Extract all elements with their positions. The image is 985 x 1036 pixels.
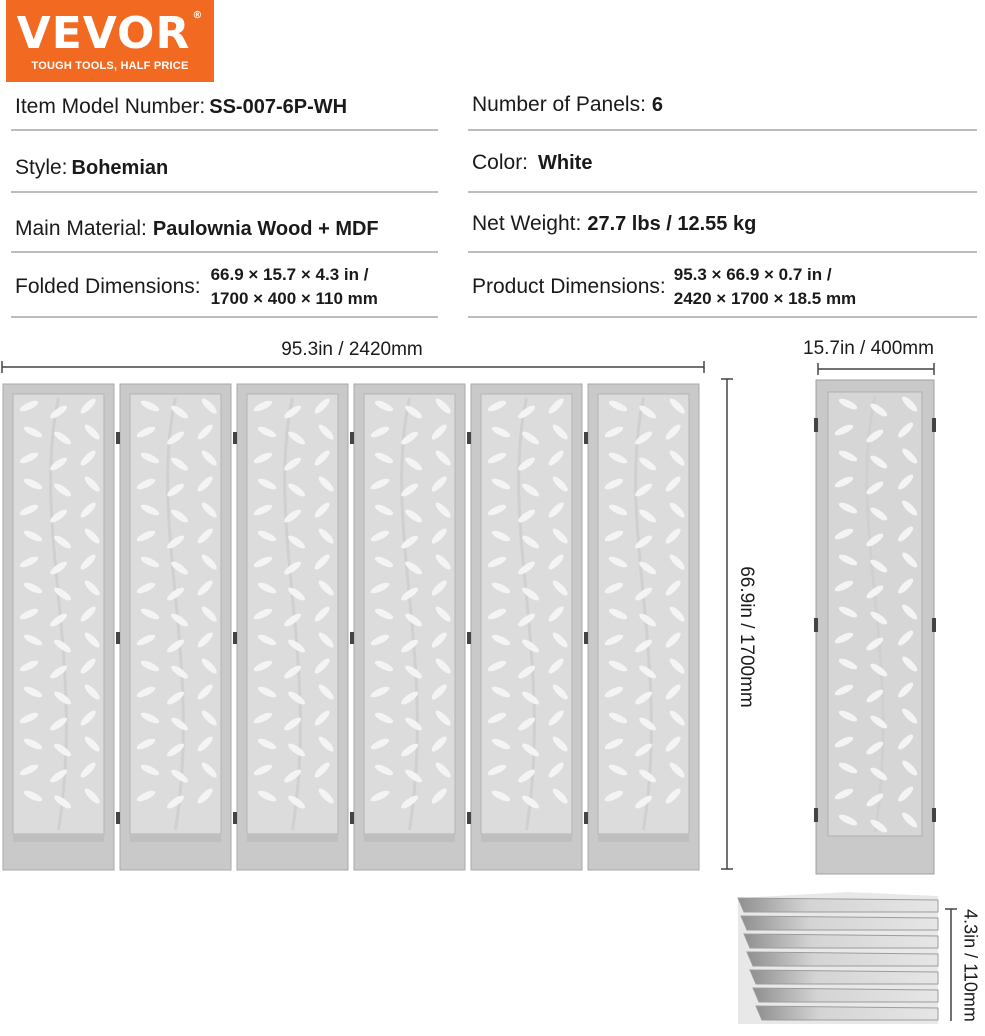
spec-model-value: SS-007-6P-WH xyxy=(209,95,348,118)
spec-product-label: Product Dimensions: xyxy=(472,275,666,298)
divider-panel xyxy=(233,384,348,870)
single-panel-image xyxy=(814,378,938,876)
spec-product-line1: 95.3 × 66.9 × 0.7 in / xyxy=(673,265,832,284)
registered-mark: ® xyxy=(192,10,204,21)
room-divider-six-panels-image xyxy=(0,382,708,872)
thickness-dimension-line xyxy=(944,907,958,1023)
spec-weight-label: Net Weight: xyxy=(472,212,582,235)
spec-folded-line2: 1700 × 400 × 110 mm xyxy=(210,289,378,308)
spec-style-value: Bohemian xyxy=(71,156,169,179)
divider xyxy=(468,251,977,253)
spec-style xyxy=(15,153,168,183)
spec-folded-line1: 66.9 × 15.7 × 4.3 in / xyxy=(210,265,369,284)
spec-weight-value: 27.7 lbs / 12.55 kg xyxy=(587,212,757,235)
divider xyxy=(11,129,438,131)
spec-folded-label: Folded Dimensions: xyxy=(15,275,201,298)
vevor-logo xyxy=(6,0,214,82)
divider xyxy=(11,316,438,318)
spec-product-dimensions xyxy=(472,262,856,312)
divider xyxy=(11,251,438,253)
panel-width-dimension-line xyxy=(816,362,938,376)
spec-material-label: Main Material: xyxy=(15,217,147,240)
divider-panel xyxy=(3,384,114,870)
panel-width-dimension-label: 15.7in / 400mm xyxy=(803,338,934,359)
brand-name: VEVOR xyxy=(16,8,191,59)
spec-color-value: White xyxy=(538,151,593,174)
divider-panel xyxy=(116,384,231,870)
spec-panels xyxy=(472,90,663,120)
single-panel xyxy=(814,380,936,874)
spec-model xyxy=(15,92,347,122)
height-dimension-label: 66.9in / 1700mm xyxy=(736,566,757,708)
spec-folded xyxy=(15,262,378,312)
spec-color-label: Color: xyxy=(472,151,529,174)
divider xyxy=(11,191,438,193)
folded-stack-image xyxy=(738,892,948,1024)
spec-product-line2: 2420 × 1700 × 18.5 mm xyxy=(673,289,857,308)
spec-panels-value: 6 xyxy=(651,93,664,116)
width-dimension-label: 95.3in / 2420mm xyxy=(281,339,423,360)
brand-tagline: TOUGH TOOLS, HALF PRICE xyxy=(31,60,189,72)
spec-weight xyxy=(472,209,756,239)
divider-panel xyxy=(350,384,465,870)
divider xyxy=(468,129,977,131)
divider-panel xyxy=(584,384,699,870)
spec-material-value: Paulownia Wood + MDF xyxy=(152,217,379,240)
divider xyxy=(468,191,977,193)
divider xyxy=(468,316,977,318)
width-dimension-line xyxy=(0,360,710,374)
divider-panel xyxy=(467,384,582,870)
spec-material xyxy=(15,214,379,244)
thickness-dimension-label: 4.3in / 110mm xyxy=(960,909,981,1022)
spec-color xyxy=(472,148,592,178)
spec-panels-label: Number of Panels: xyxy=(472,93,646,116)
spec-model-label: Item Model Number: xyxy=(15,95,206,118)
spec-style-label: Style: xyxy=(15,156,68,179)
height-dimension-line xyxy=(720,377,734,873)
